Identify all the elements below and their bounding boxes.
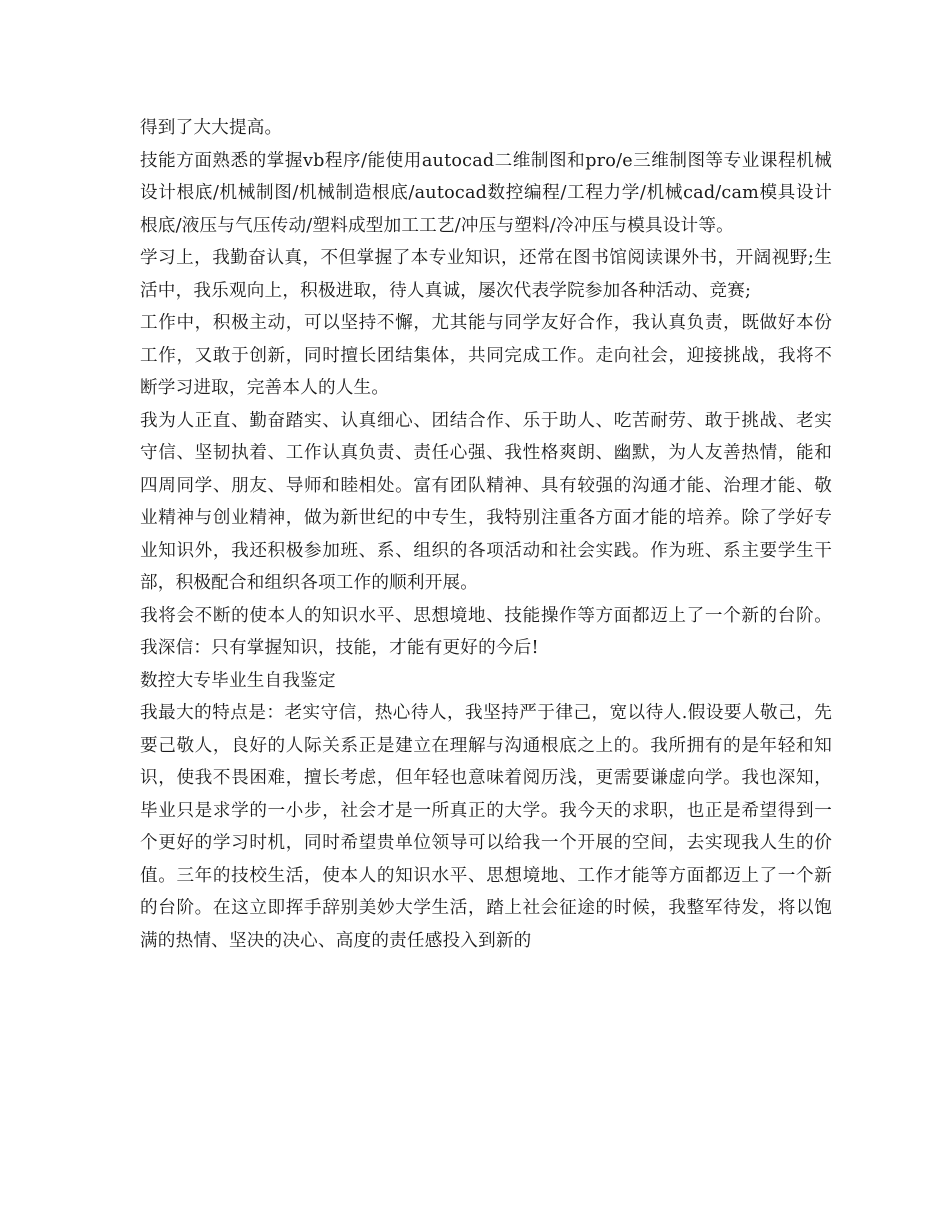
paragraph-work: 工作中，积极主动，可以坚持不懈，尤其能与同学友好合作，我认真负责，既做好本份工作，又敢于创新，同时擅长团结集体，共同完成工作。走向社会，迎接挑战，我将不断学习进取，完善本人的人生。 <box>140 313 832 398</box>
document-body <box>140 112 832 957</box>
paragraph-conclusion: 我将会不断的使本人的知识水平、思想境地、技能操作等方面都迈上了一个新的台阶。我深信：只有掌握知识，技能，才能有更好的今后! <box>140 605 832 658</box>
paragraph-continuation: 得到了大大提高。 <box>140 118 283 138</box>
paragraph-self-evaluation: 我最大的特点是：老实守信，热心待人，我坚持严于律己，宽以待人.假设要人敬己，先要己敬人，良好的人际关系正是建立在理解与沟通根底之上的。我所拥有的是年轻和知识，使我不畏困难，擅长考虑，但年轻也意味着阅历浅，更需要谦虚向学。我也深知，毕业只是求学的一小步，社会才是一所真正的大学。我今天的求职，也正是希望得到一个更好的学习时机，同时希望贵单位领导可以给我一个开展的空间，去实现我人生的价值。三年的技校生活，使本人的知识水平、思想境地、工作才能等方面都迈上了一个新的台阶。在这立即挥手辞别美妙大学生活，踏上社会征途的时候，我整军待发，将以饱满的热情、坚决的决心、高度的责任感投入到新的 <box>140 703 832 951</box>
paragraph-skills: 技能方面熟悉的掌握vb程序/能使用autocad二维制图和pro/e三维制图等专业课程机械设计根底/机械制图/机械制造根底/autocad数控编程/工程力学/机械cad/cam模具设计根底/液压与气压传动/塑料成型加工工艺/冲压与塑料/冷冲压与模具设计等。 <box>140 150 832 236</box>
paragraph-personality: 我为人正直、勤奋踏实、认真细心、团结合作、乐于助人、吃苦耐劳、敢于挑战、老实守信、坚韧执着、工作认真负责、责任心强、我性格爽朗、幽默，为人友善热情，能和四周同学、朋友、导师和睦相处。富有团队精神、具有较强的沟通才能、治理才能、敬业精神与创业精神，做为新世纪的中专生，我特别注重各方面才能的培养。除了学好专业知识外，我还积极参加班、系、组织的各项活动和社会实践。作为班、系主要学生干部，积极配合和组织各项工作的顺利开展。 <box>140 410 832 593</box>
section-heading: 数控大专毕业生自我鉴定 <box>140 670 336 691</box>
paragraph-study-life: 学习上，我勤奋认真，不但掌握了本专业知识，还常在图书馆阅读课外书，开阔视野;生活中，我乐观向上，积极进取，待人真诚，屡次代表学院参加各种活动、竞赛; <box>140 248 832 301</box>
